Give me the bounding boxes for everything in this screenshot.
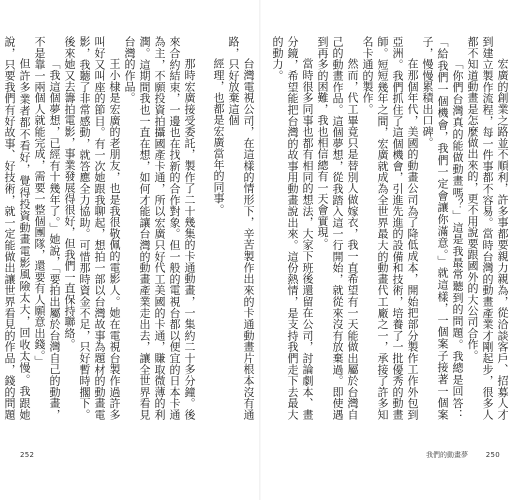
left-page-text	[3, 36, 256, 420]
left-page-body	[3, 36, 256, 420]
paragraph: 在那個年代，美國的動畫公司為了降低成本，開始把部分製作工作外包到亞洲。我們抓住了這個機會，引進先進的設備和技術，培養了一批優秀的動畫師。短短幾年之間，宏廣就成為全世界最大的動畫代工廠之一，承接了許多知名卡通的製作。	[361, 36, 419, 420]
paragraph: 然而，代工畢竟只是替別人做嫁衣，我一直希望有一天能做出屬於台灣自己的動畫作品。這個夢想，從我踏入這一行開始，就從來沒有放棄過。即使遇到再多的困難，我也相信總有一天會實現。	[316, 36, 359, 420]
paragraph: 王小棣是宏廣的老朋友，也是我很敬佩的電影人。她在電視台製作過許多叫好又叫座的節目。有一次她跟我聊起，想拍一部以台灣故事為題材的動畫電影，我聽了非常感動，就答應全力協助。可惜那時資金不足，只好暫時擱下。後來她又去籌拍電影，事業發展得很好，但我們一直保持聯絡。	[63, 36, 121, 420]
paragraph: 台灣電視公司，在這樣的情形下，辛苦製作出來的卡通動畫片根本沒有通路，只好放棄這個	[227, 36, 255, 420]
paragraph: 那時宏廣接受委託，製作了二十幾集的卡通動畫，一集約二十多分鐘。後來合約結束，一邊也在找新的合作對象。但一般的電視台都以便宜的日本卡通為主，不願投資拍攝國產卡通，所以宏廣只好代工美國的卡通，賺取微薄的利潤。這期間我也一直在想，如何才能讓台灣的動畫產業走出去，讓全世界看見台灣的作品。	[123, 36, 196, 420]
paragraph: 「你們台灣真的能做動畫嗎？」這是我最常聽到的問題。我總是回答：「給我們一個機會，我們一定會讓你滿意。」就這樣，一個案子接著一個案子，慢慢累積出口碑。	[421, 36, 464, 420]
book-gutter	[259, 0, 261, 500]
paragraph: 宏廣的創業之路並不順利，許多事都要親力親為，從洽談客戶、招募人才到建立製作流程，每一件事都不容易。當時台灣的動畫產業才剛起步，很多人都不知道動畫是怎麼做出來的，更不用說要跟國外的大公司合作。	[466, 36, 509, 420]
left-page-number: 252	[20, 451, 35, 459]
paragraph: 「我這個夢想，已經有十幾年了。」她說，「要拍出屬於台灣自己的動畫，不是靠一兩個人就能完成，需要一整個團隊，還要有人願意出錢。」	[33, 36, 61, 420]
paragraph: 但許多業者都不看好，覺得投資動畫電影風險太大，回收太慢。我跟她說，只要我們有好故事、好技術，就一定能做出讓世界看見的作品，錢的問題	[3, 36, 31, 420]
right-page-number: 250	[485, 451, 500, 459]
right-page-text	[271, 36, 510, 420]
right-page-body	[271, 36, 510, 420]
paragraph: 經理，也都是宏廣當年的同事。	[212, 58, 225, 215]
paragraph: 當時很多同事也都有相同的想法，大家下班後還留在公司，討論劇本、畫分鏡，希望能把台灣的故事用動畫說出來。這份熱情，是支持我們走下去最大的動力。	[271, 36, 314, 420]
running-head: 我們的動畫夢	[426, 451, 468, 459]
